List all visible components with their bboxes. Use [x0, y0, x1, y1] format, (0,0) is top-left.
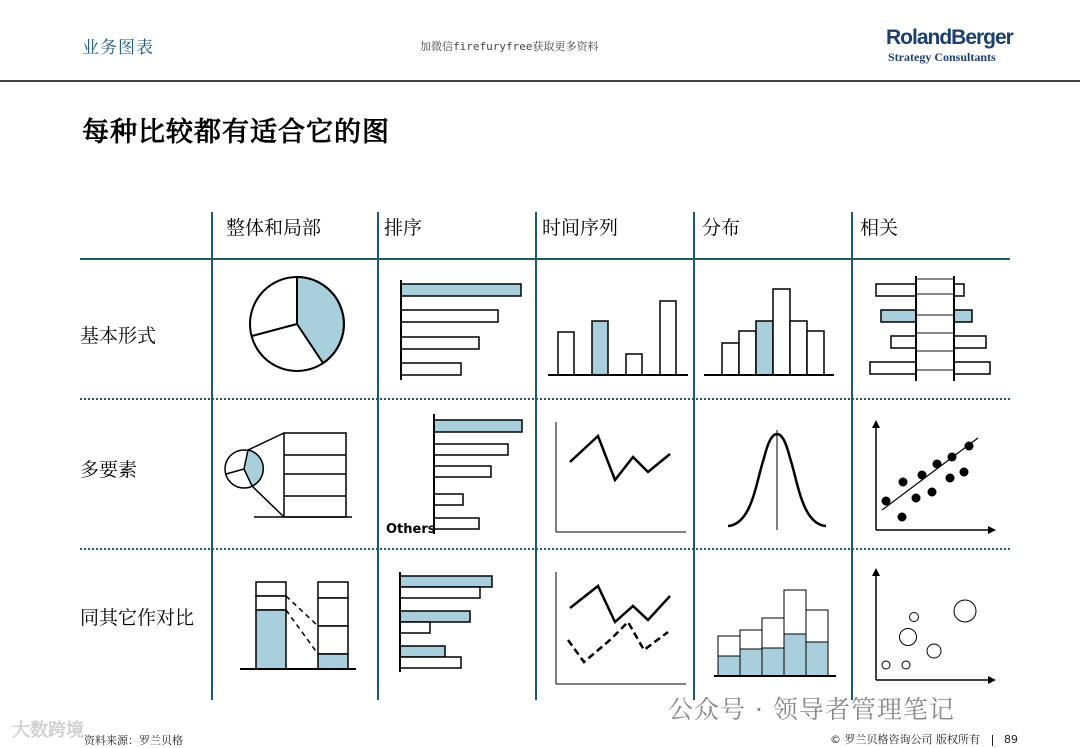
logo-wordmark: RolandBerger — [886, 26, 1013, 49]
pie-breakdown-icon — [222, 425, 352, 520]
stacked-histogram-icon — [714, 586, 836, 680]
watermark-left: 大数跨境 — [12, 720, 84, 741]
column-header-whole-part: 整体和局部 — [226, 217, 322, 239]
grid-line-vertical — [693, 212, 695, 700]
grid-line-vertical — [377, 212, 379, 700]
source-note: 资料来源：罗兰贝格 — [84, 734, 183, 747]
ranked-bar-others-icon — [386, 414, 528, 538]
page-separator — [992, 735, 993, 746]
watermark-right: 公众号 · 领导者管理笔记 — [668, 695, 955, 724]
others-label: Others — [386, 522, 436, 537]
header-divider — [0, 80, 1080, 82]
column-header-time-series: 时间序列 — [542, 217, 619, 239]
grid-line-row — [80, 398, 1010, 400]
page-number: 89 — [1004, 733, 1018, 746]
grid-line-vertical — [535, 212, 537, 700]
stacked-column-compare-icon — [238, 578, 358, 674]
grid-line-row — [80, 548, 1010, 550]
bubble-chart-icon — [866, 568, 996, 686]
column-header-ranking: 排序 — [384, 217, 423, 239]
ranked-bar-chart-icon — [396, 280, 526, 382]
multi-line-chart-icon — [548, 570, 688, 688]
line-chart-icon — [548, 420, 688, 536]
row-header-basic: 基本形式 — [80, 325, 157, 347]
column-header-correlation: 相关 — [860, 217, 899, 239]
grid-line-vertical — [211, 212, 213, 700]
grouped-bar-icon — [396, 572, 506, 674]
grid-line-header — [80, 258, 1010, 260]
logo-tagline: Strategy Consultants — [888, 50, 996, 64]
paired-bar-icon — [866, 276, 996, 384]
section-title: 业务图表 — [82, 38, 154, 58]
copyright-text: © 罗兰贝格咨询公司 版权所有 — [830, 733, 980, 746]
scatter-plot-icon — [866, 420, 996, 536]
header-note: 加微信firefuryfree获取更多资料 — [420, 40, 599, 53]
histogram-icon — [704, 285, 834, 381]
column-header-distribution: 分布 — [702, 217, 741, 239]
normal-distribution-icon — [722, 424, 832, 534]
time-series-column-icon — [548, 292, 688, 380]
copyright-note — [830, 731, 1018, 747]
row-header-compare: 同其它作对比 — [80, 607, 195, 629]
pie-chart-icon — [244, 272, 354, 378]
page-title: 每种比较都有适合它的图 — [82, 117, 390, 148]
grid-line-vertical — [851, 212, 853, 700]
row-header-multi: 多要素 — [80, 459, 138, 481]
